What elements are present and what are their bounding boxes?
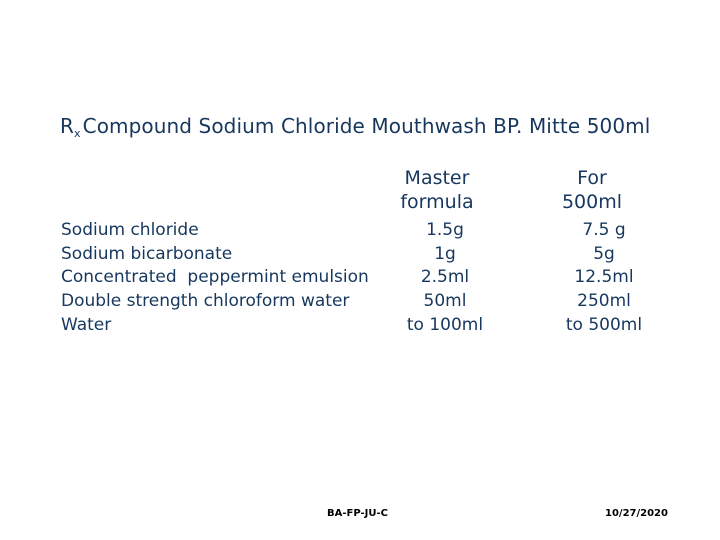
master-quantity: 1g <box>434 243 456 264</box>
ingredient-name: Double strength chloroform water <box>61 291 350 312</box>
ingredient-row <box>0 265 720 289</box>
scaled-quantity: 5g <box>593 243 615 264</box>
ingredient-name: Sodium bicarbonate <box>61 243 233 264</box>
for-500ml-header <box>538 166 646 214</box>
master-quantity: to 100ml <box>406 314 484 335</box>
master-header-line1: Master <box>404 167 470 189</box>
ingredient-name: Sodium chloride <box>61 220 199 240</box>
for-header-line2: 500ml <box>561 191 623 213</box>
scaled-quantity: to 500ml <box>565 314 643 335</box>
footer-date: 10/27/2020 <box>605 508 668 519</box>
master-quantity: 2.5ml <box>420 267 470 288</box>
ingredient-name: Concentrated peppermint emulsion <box>61 267 369 288</box>
master-formula-header <box>382 166 492 214</box>
scaled-quantity: 7.5 g <box>582 220 626 240</box>
prescription-title <box>60 114 650 140</box>
title-text: Compound Sodium Chloride Mouthwash BP. Mitte 500ml <box>82 114 651 138</box>
master-quantity: 50ml <box>423 291 467 312</box>
ingredient-row <box>0 242 720 266</box>
for-header-line1: For <box>577 167 607 189</box>
ingredient-row <box>0 289 720 313</box>
master-header-line2: formula <box>400 191 474 213</box>
rx-symbol: R <box>60 114 74 138</box>
rx-subscript: x <box>74 127 81 140</box>
ingredient-table <box>0 218 720 336</box>
scaled-quantity: 12.5ml <box>574 267 634 288</box>
ingredient-row <box>0 313 720 337</box>
master-quantity: 1.5g <box>426 220 464 240</box>
scaled-quantity: 250ml <box>577 291 631 312</box>
footer-code: BA-FP-JU-C <box>327 508 388 519</box>
ingredient-name: Water <box>61 314 112 335</box>
ingredient-row <box>0 218 720 242</box>
